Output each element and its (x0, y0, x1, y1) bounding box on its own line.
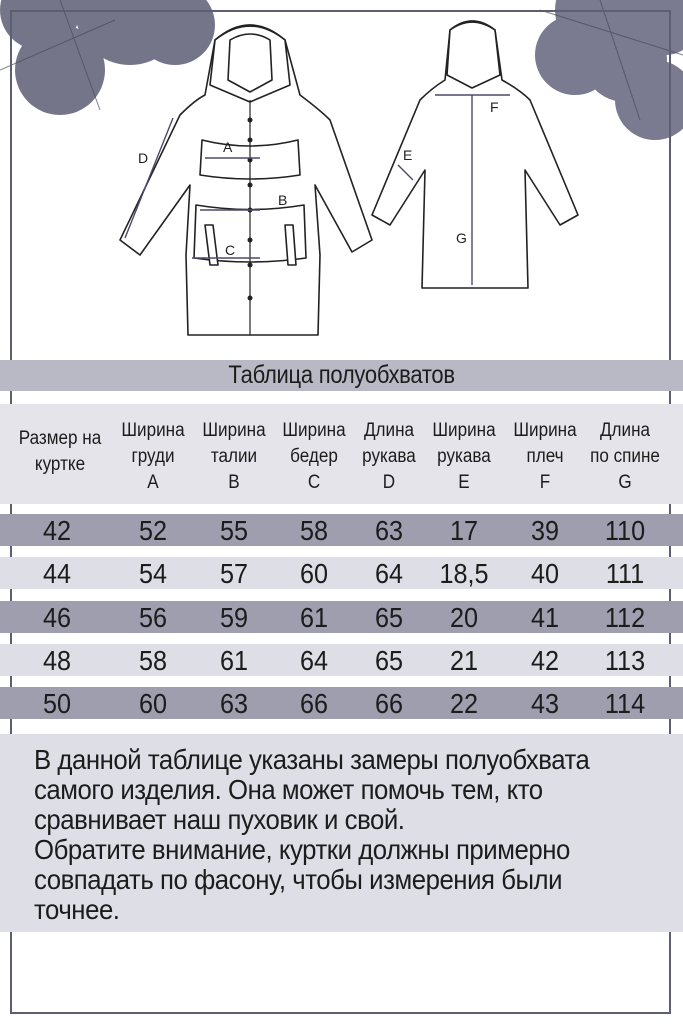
header-shoulders: Ширина плеч F (513, 420, 577, 493)
label-a: A (223, 139, 233, 155)
cell-shoulders: 42 (530, 645, 560, 676)
note-line: сравнивает наш пуховик и свой. (34, 804, 405, 835)
cell-hips: 61 (299, 602, 329, 633)
cell-sleeve-length: 64 (374, 558, 404, 589)
table-row (0, 644, 683, 676)
cell-waist: 57 (219, 558, 249, 589)
cell-chest: 60 (138, 688, 168, 719)
cell-shoulders: 43 (530, 688, 560, 719)
note-line: совпадать по фасону, чтобы измерения были (34, 864, 563, 895)
jacket-diagram (0, 0, 683, 350)
cell-size: 48 (42, 645, 72, 676)
header-sleeve-length: Длина рукава D (362, 420, 416, 493)
cell-size: 44 (42, 558, 72, 589)
table-row (0, 514, 683, 546)
cell-hips: 64 (299, 645, 329, 676)
cell-sleeve-length: 66 (374, 688, 404, 719)
cell-hips: 60 (299, 558, 329, 589)
header-size: Размер на куртке (18, 428, 102, 475)
cell-size: 50 (42, 688, 72, 719)
cell-sleeve-length: 63 (374, 515, 404, 546)
cell-back-length: 111 (605, 558, 645, 589)
header-hips: Ширина бедер C (282, 420, 346, 493)
cell-sleeve-width: 20 (449, 602, 479, 633)
header-sleeve-width: Ширина рукава E (432, 420, 496, 493)
cell-chest: 54 (138, 558, 168, 589)
label-b: B (278, 192, 288, 208)
table-title: Таблица полуобхватов (0, 360, 683, 391)
cell-sleeve-width: 17 (449, 515, 479, 546)
cell-chest: 56 (138, 602, 168, 633)
note-line: В данной таблице указаны замеры полуобхвата (34, 744, 590, 775)
header-back-length: Длина по спине G (590, 420, 660, 493)
label-c: C (225, 242, 236, 258)
note-line: точнее. (34, 894, 120, 925)
cell-size: 46 (42, 602, 72, 633)
cell-sleeve-width: 21 (449, 645, 479, 676)
cell-waist: 61 (219, 645, 249, 676)
cell-shoulders: 41 (530, 602, 560, 633)
cell-sleeve-length: 65 (374, 645, 404, 676)
label-f: F (490, 99, 499, 115)
label-d: D (138, 150, 149, 166)
label-e: E (403, 147, 413, 163)
cell-chest: 58 (138, 645, 168, 676)
label-g: G (456, 230, 467, 246)
note-line: Обратите внимание, куртки должны примерно (34, 834, 570, 865)
cell-shoulders: 40 (530, 558, 560, 589)
header-waist: Ширина талии B (202, 420, 266, 493)
cell-back-length: 114 (604, 688, 646, 719)
table-row (0, 601, 683, 633)
cell-back-length: 113 (604, 645, 646, 676)
note-line: самого изделия. Она может помочь тем, кто (34, 774, 543, 805)
cell-hips: 58 (299, 515, 329, 546)
cell-waist: 55 (219, 515, 249, 546)
table-row (0, 557, 683, 589)
header-chest: Ширина груди A (121, 420, 185, 493)
cell-sleeve-width: 18,5 (439, 558, 489, 589)
cell-hips: 66 (299, 688, 329, 719)
cell-sleeve-width: 22 (449, 688, 479, 719)
cell-shoulders: 39 (530, 515, 560, 546)
cell-waist: 63 (219, 688, 249, 719)
cell-chest: 52 (138, 515, 168, 546)
note-text (34, 745, 623, 925)
cell-back-length: 112 (604, 602, 646, 633)
cell-waist: 59 (219, 602, 249, 633)
table-row (0, 687, 683, 719)
cell-sleeve-length: 65 (374, 602, 404, 633)
cell-size: 42 (42, 515, 72, 546)
cell-back-length: 110 (604, 515, 646, 546)
